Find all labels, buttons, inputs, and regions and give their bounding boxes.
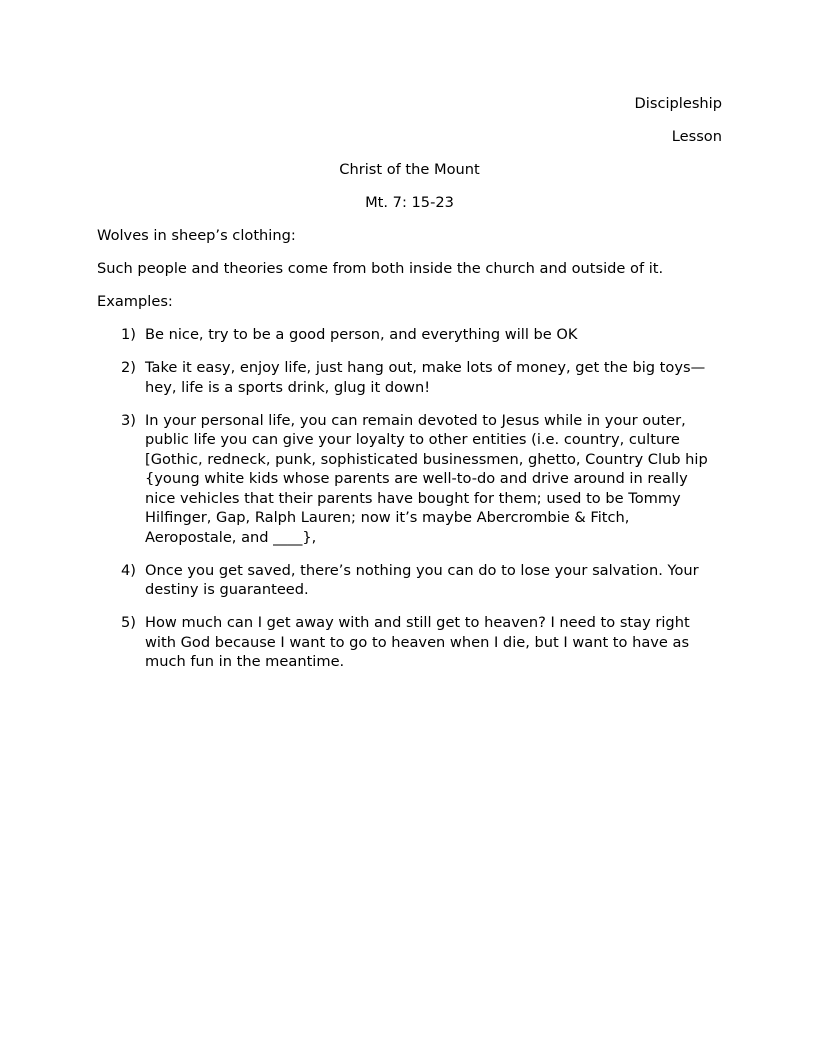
list-item-number: 1): [121, 326, 136, 343]
scripture-reference: Mt. 7: 15-23: [365, 194, 454, 211]
list-item-number: 4): [121, 561, 136, 579]
list-item: [97, 613, 722, 672]
header-line-discipleship: Discipleship: [634, 95, 722, 112]
list-item-number: 5): [121, 614, 136, 631]
header-line-lesson: Lesson: [671, 128, 722, 145]
section-heading: Wolves in sheep’s clothing:: [97, 227, 296, 244]
list-item-text: How much can I get away with and still get to heaven? I need to stay right with God because I want to go to heaven when I die, but I want to have as much fun in the meantime.: [145, 614, 690, 670]
list-item: [97, 411, 722, 548]
examples-label: Examples:: [97, 293, 173, 310]
document-page: [97, 94, 722, 685]
list-item: [97, 561, 722, 600]
list-item: [97, 325, 722, 345]
list-item-text: In your personal life, you can remain devoted to Jesus while in your outer, public life you can give your loyalty to other entities (i.e. country, culture [Gothic, redneck, punk, sophisticated businessmen, ghetto, Country Club hip {young white kids whose parents are well-to-do and drive around in really nice vehicles that their parents have bought for them; used to be Tommy Hilfinger, Gap, Ralph Lauren; now it’s maybe Abercrombie & Fitch, Aeropostale, and ____},: [145, 411, 708, 546]
list-item-number: 3): [121, 411, 136, 429]
lesson-title: Christ of the Mount: [339, 161, 480, 178]
list-item-text: Be nice, try to be a good person, and everything will be OK: [145, 326, 578, 343]
list-item-number: 2): [121, 359, 136, 376]
intro-paragraph: Such people and theories come from both inside the church and outside of it.: [97, 260, 664, 277]
examples-list: [97, 325, 722, 672]
list-item: [97, 358, 722, 397]
list-item-text: Once you get saved, there’s nothing you can do to lose your salvation. Your destiny is guaranteed.: [145, 561, 699, 598]
list-item-text: Take it easy, enjoy life, just hang out, make lots of money, get the big toys—hey, life is a sports drink, glug it down!: [145, 359, 706, 396]
